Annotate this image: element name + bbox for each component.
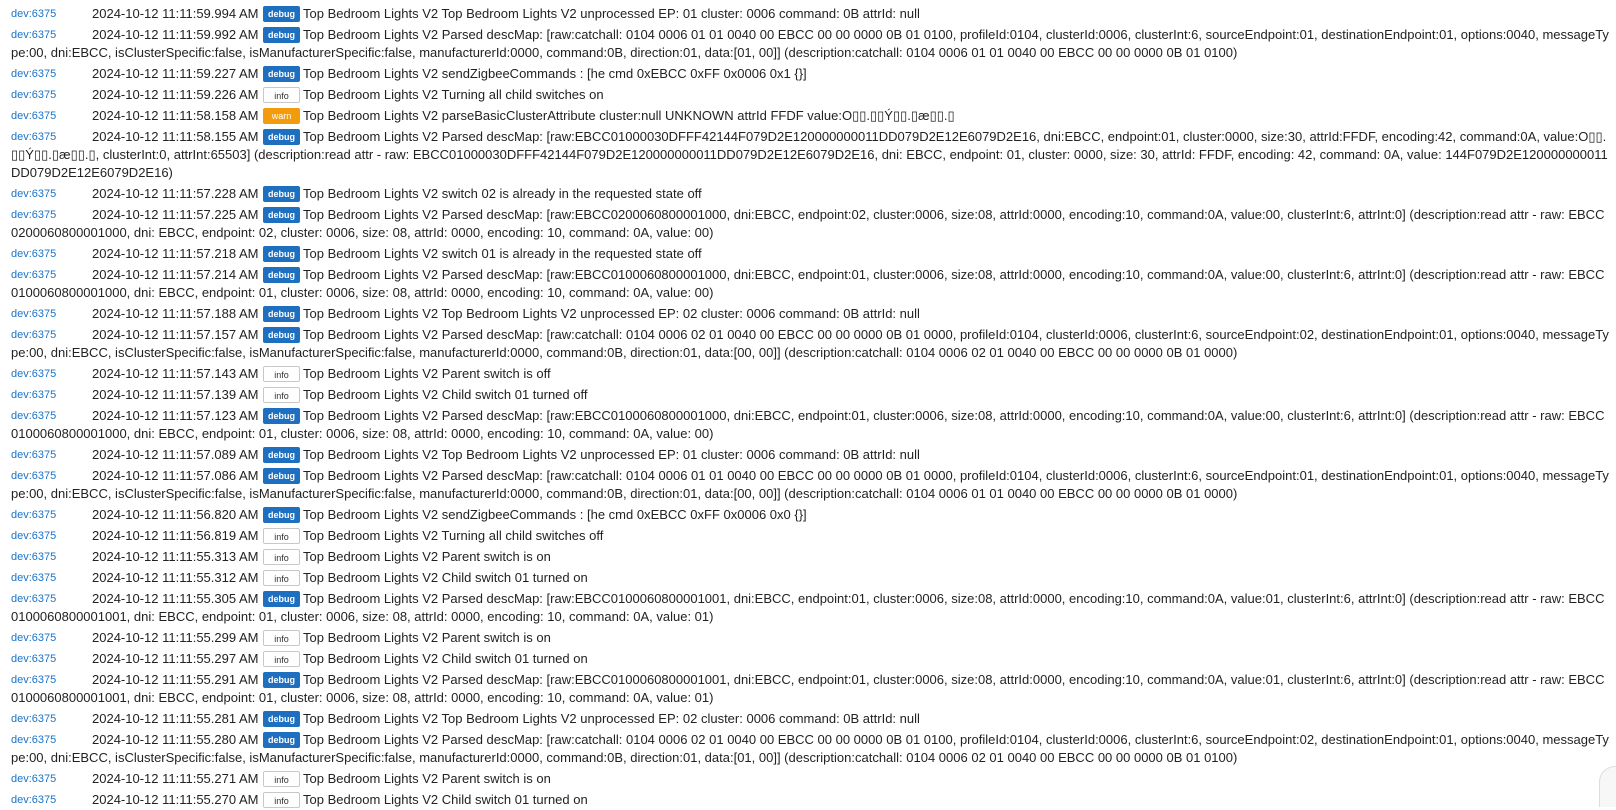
log-message: Top Bedroom Lights V2 Child switch 01 turned on [303,569,588,585]
log-timestamp: 2024-10-12 11:11:57.188 AM [92,305,259,321]
device-link[interactable]: dev:6375 [11,268,57,281]
log-level-badge: debug [263,246,300,262]
log-row [11,24,1609,63]
log-level-badge: debug [263,447,300,463]
log-timestamp: 2024-10-12 11:11:56.820 AM [92,506,259,522]
log-level-badge: debug [263,468,300,484]
log-timestamp: 2024-10-12 11:11:56.819 AM [92,527,259,543]
log-message: Top Bedroom Lights V2 Parent switch is on [303,629,551,645]
log-row [11,243,1609,264]
device-link[interactable]: dev:6375 [11,328,57,341]
scroll-corner[interactable] [1599,766,1616,807]
log-row [11,63,1609,84]
device-link[interactable]: dev:6375 [11,367,57,380]
log-timestamp: 2024-10-12 11:11:57.089 AM [92,446,259,462]
log-row [11,525,1609,546]
log-row [11,3,1609,24]
log-message: Top Bedroom Lights V2 Parent switch is on [303,770,551,786]
log-level-badge: debug [263,591,300,607]
log-timestamp: 2024-10-12 11:11:57.214 AM [92,266,259,282]
log-message: Top Bedroom Lights V2 Top Bedroom Lights V2 unprocessed EP: 01 cluster: 0006 command: 0B attrId: null [303,446,920,462]
log-message: Top Bedroom Lights V2 Child switch 01 turned on [303,650,588,666]
log-message: Top Bedroom Lights V2 Top Bedroom Lights V2 unprocessed EP: 02 cluster: 0006 command: 0B attrId: null [303,305,920,321]
log-row [11,126,1609,183]
device-link[interactable]: dev:6375 [11,109,57,122]
log-timestamp: 2024-10-12 11:11:58.155 AM [92,128,259,144]
device-link[interactable]: dev:6375 [11,712,57,725]
log-level-badge: debug [263,66,300,82]
log-row [11,384,1609,405]
log-level-badge: info [263,549,300,565]
log-message: Top Bedroom Lights V2 Top Bedroom Lights V2 unprocessed EP: 02 cluster: 0006 command: 0B attrId: null [303,710,920,726]
device-link[interactable]: dev:6375 [11,388,57,401]
log-level-badge: info [263,792,300,808]
log-timestamp: 2024-10-12 11:11:55.270 AM [92,791,259,807]
device-link[interactable]: dev:6375 [11,307,57,320]
log-timestamp: 2024-10-12 11:11:55.280 AM [92,731,259,747]
log-message: Top Bedroom Lights V2 Parsed descMap: [raw:EBCC0100060800001000, dni:EBCC, endpoint:01, cluster:0006, size:08, attrId:0000, encoding:10, command:0A, value:00, clusterInt:6, attrInt:0] (description:read attr - raw: EBCC0100060800001000, dni: EBCC, endpoint: 01, cluster: 0006, size: 08, attrId: 0000, encoding: 10, command: 0A, value: 00) [11,407,1605,441]
log-list [11,3,1609,810]
log-message: Top Bedroom Lights V2 Parsed descMap: [raw:catchall: 0104 0006 02 01 0040 00 EBCC 00 00 0000 0B 01 0000, profileId:0104, clusterId:0006, clusterInt:6, sourceEndpoint:02, destinationEndpoint:01, options:0040, messageType:00, dni:EBCC, isClusterSpecific:false, isManufacturerSpecific:false, manufacturerId:0000, command:0B, direction:01, data:[00, 00]] (description:catchall: 0104 0006 02 01 0040 00 EBCC 00 00 0000 0B 01 0000) [11,326,1609,360]
log-timestamp: 2024-10-12 11:11:55.299 AM [92,629,259,645]
log-row [11,729,1609,768]
device-link[interactable]: dev:6375 [11,508,57,521]
log-level-badge: debug [263,207,300,223]
log-message: Top Bedroom Lights V2 Parsed descMap: [raw:EBCC0200060800001000, dni:EBCC, endpoint:02, cluster:0006, size:08, attrId:0000, encoding:10, command:0A, value:00, clusterInt:6, attrInt:0] (description:read attr - raw: EBCC0200060800001000, dni: EBCC, endpoint: 02, cluster: 0006, size: 08, attrId: 0000, encoding: 10, command: 0A, value: 00) [11,206,1605,240]
log-level-badge: debug [263,711,300,727]
log-row [11,546,1609,567]
log-message: Top Bedroom Lights V2 Parsed descMap: [raw:catchall: 0104 0006 01 01 0040 00 EBCC 00 00 0000 0B 01 0000, profileId:0104, clusterId:0006, clusterInt:6, sourceEndpoint:01, destinationEndpoint:01, options:0040, messageType:00, dni:EBCC, isClusterSpecific:false, isManufacturerSpecific:false, manufacturerId:0000, command:0B, direction:01, data:[00, 00]] (description:catchall: 0104 0006 01 01 0040 00 EBCC 00 00 0000 0B 01 0000) [11,467,1609,501]
device-link[interactable]: dev:6375 [11,529,57,542]
log-level-badge: debug [263,306,300,322]
device-link[interactable]: dev:6375 [11,592,57,605]
device-link[interactable]: dev:6375 [11,733,57,746]
log-level-badge: info [263,630,300,646]
log-level-badge: info [263,528,300,544]
log-message: Top Bedroom Lights V2 Parsed descMap: [raw:EBCC0100060800001001, dni:EBCC, endpoint:01, cluster:0006, size:08, attrId:0000, encoding:10, command:0A, value:01, clusterInt:6, attrInt:0] (description:read attr - raw: EBCC0100060800001001, dni: EBCC, endpoint: 01, cluster: 0006, size: 08, attrId: 0000, encoding: 10, command: 0A, value: 01) [11,590,1605,624]
log-level-badge: debug [263,672,300,688]
log-message: Top Bedroom Lights V2 Parsed descMap: [raw:catchall: 0104 0006 02 01 0040 00 EBCC 00 00 0000 0B 01 0100, profileId:0104, clusterId:0006, clusterInt:6, sourceEndpoint:02, destinationEndpoint:01, options:0040, messageType:00, dni:EBCC, isClusterSpecific:false, isManufacturerSpecific:false, manufacturerId:0000, command:0B, direction:01, data:[01, 00]] (description:catchall: 0104 0006 02 01 0040 00 EBCC 00 00 0000 0B 01 0100) [11,731,1609,765]
log-message: Top Bedroom Lights V2 Parsed descMap: [raw:EBCC0100060800001000, dni:EBCC, endpoint:01, cluster:0006, size:08, attrId:0000, encoding:10, command:0A, value:00, clusterInt:6, attrInt:0] (description:read attr - raw: EBCC0100060800001000, dni: EBCC, endpoint: 01, cluster: 0006, size: 08, attrId: 0000, encoding: 10, command: 0A, value: 00) [11,266,1605,300]
log-row [11,204,1609,243]
log-message: Top Bedroom Lights V2 Top Bedroom Lights V2 unprocessed EP: 01 cluster: 0006 command: 0B attrId: null [303,5,920,21]
log-level-badge: warn [263,108,300,124]
log-timestamp: 2024-10-12 11:11:55.281 AM [92,710,259,726]
log-message: Top Bedroom Lights V2 switch 02 is already in the requested state off [303,185,702,201]
log-timestamp: 2024-10-12 11:11:55.313 AM [92,548,259,564]
log-level-badge: info [263,366,300,382]
log-timestamp: 2024-10-12 11:11:59.994 AM [92,5,259,21]
log-timestamp: 2024-10-12 11:11:57.218 AM [92,245,259,261]
log-level-badge: debug [263,327,300,343]
log-message: Top Bedroom Lights V2 Turning all child switches on [303,86,604,102]
device-link[interactable]: dev:6375 [11,187,57,200]
device-link[interactable]: dev:6375 [11,130,57,143]
log-message: Top Bedroom Lights V2 switch 01 is already in the requested state off [303,245,702,261]
log-level-badge: info [263,771,300,787]
device-link[interactable]: dev:6375 [11,448,57,461]
log-level-badge: debug [263,732,300,748]
log-level-badge: debug [263,27,300,43]
device-link[interactable]: dev:6375 [11,469,57,482]
log-timestamp: 2024-10-12 11:11:59.992 AM [92,26,259,42]
log-level-badge: debug [263,6,300,22]
device-link[interactable]: dev:6375 [11,673,57,686]
log-level-badge: debug [263,129,300,145]
device-link[interactable]: dev:6375 [11,28,57,41]
device-link[interactable]: dev:6375 [11,772,57,785]
log-level-badge: info [263,570,300,586]
log-level-badge: debug [263,186,300,202]
log-row [11,627,1609,648]
log-message: Top Bedroom Lights V2 parseBasicClusterAttribute cluster:null UNKNOWN attrId FFDF value:O▯▯.▯▯Ý▯▯.▯æ▯▯.▯ [303,107,955,123]
device-link[interactable]: dev:6375 [11,631,57,644]
device-link[interactable]: dev:6375 [11,550,57,563]
log-message: Top Bedroom Lights V2 Parent switch is on [303,548,551,564]
log-row [11,588,1609,627]
log-timestamp: 2024-10-12 11:11:57.139 AM [92,386,259,402]
log-timestamp: 2024-10-12 11:11:55.291 AM [92,671,259,687]
log-timestamp: 2024-10-12 11:11:55.271 AM [92,770,259,786]
log-level-badge: info [263,87,300,103]
log-row [11,669,1609,708]
log-timestamp: 2024-10-12 11:11:57.123 AM [92,407,259,423]
log-message: Top Bedroom Lights V2 sendZigbeeCommands : [he cmd 0xEBCC 0xFF 0x0006 0x0 {}] [303,506,807,522]
log-row [11,768,1609,789]
log-timestamp: 2024-10-12 11:11:57.225 AM [92,206,259,222]
log-level-badge: debug [263,507,300,523]
log-level-badge: debug [263,408,300,424]
log-message: Top Bedroom Lights V2 sendZigbeeCommands : [he cmd 0xEBCC 0xFF 0x0006 0x1 {}] [303,65,807,81]
log-level-badge: info [263,387,300,403]
log-message: Top Bedroom Lights V2 Child switch 01 turned off [303,386,588,402]
log-row [11,363,1609,384]
log-timestamp: 2024-10-12 11:11:55.305 AM [92,590,259,606]
log-timestamp: 2024-10-12 11:11:57.228 AM [92,185,259,201]
log-timestamp: 2024-10-12 11:11:55.312 AM [92,569,259,585]
log-row [11,84,1609,105]
log-row [11,405,1609,444]
log-timestamp: 2024-10-12 11:11:57.157 AM [92,326,259,342]
log-row [11,183,1609,204]
log-timestamp: 2024-10-12 11:11:59.226 AM [92,86,259,102]
log-row [11,105,1609,126]
device-link[interactable]: dev:6375 [11,67,57,80]
log-message: Top Bedroom Lights V2 Child switch 01 turned on [303,791,588,807]
log-row [11,465,1609,504]
log-message: Top Bedroom Lights V2 Turning all child switches off [303,527,604,543]
log-row [11,567,1609,588]
device-link[interactable]: dev:6375 [11,652,57,665]
log-timestamp: 2024-10-12 11:11:58.158 AM [92,107,259,123]
log-row [11,648,1609,669]
device-link[interactable]: dev:6375 [11,409,57,422]
device-link[interactable]: dev:6375 [11,793,57,806]
log-timestamp: 2024-10-12 11:11:55.297 AM [92,650,259,666]
log-level-badge: info [263,651,300,667]
log-row [11,324,1609,363]
log-row [11,303,1609,324]
log-timestamp: 2024-10-12 11:11:57.086 AM [92,467,259,483]
log-timestamp: 2024-10-12 11:11:57.143 AM [92,365,259,381]
log-row [11,504,1609,525]
device-link[interactable]: dev:6375 [11,247,57,260]
log-message: Top Bedroom Lights V2 Parsed descMap: [raw:EBCC0100060800001001, dni:EBCC, endpoint:01, cluster:0006, size:08, attrId:0000, encoding:10, command:0A, value:01, clusterInt:6, attrInt:0] (description:read attr - raw: EBCC0100060800001001, dni: EBCC, endpoint: 01, cluster: 0006, size: 08, attrId: 0000, encoding: 10, command: 0A, value: 01) [11,671,1605,705]
device-link[interactable]: dev:6375 [11,571,57,584]
log-row [11,264,1609,303]
log-message: Top Bedroom Lights V2 Parsed descMap: [raw:catchall: 0104 0006 01 01 0040 00 EBCC 00 00 0000 0B 01 0100, profileId:0104, clusterId:0006, clusterInt:6, sourceEndpoint:01, destinationEndpoint:01, options:0040, messageType:00, dni:EBCC, isClusterSpecific:false, isManufacturerSpecific:false, manufacturerId:0000, command:0B, direction:01, data:[01, 00]] (description:catchall: 0104 0006 01 01 0040 00 EBCC 00 00 0000 0B 01 0100) [11,26,1609,60]
device-link[interactable]: dev:6375 [11,88,57,101]
log-row [11,708,1609,729]
log-message: Top Bedroom Lights V2 Parsed descMap: [raw:EBCC01000030DFFF42144F079D2E120000000011DD079D2E12E6079D2E16, dni:EBCC, endpoint:01, cluster:0000, size:30, attrId:FFDF, encoding:42, command:0A, value:O▯▯.▯▯Ý▯▯.▯æ▯▯.▯, clusterInt:0, attrInt:65503] (description:read attr - raw: EBCC01000030DFFF42144F079D2E120000000011DD079D2E12E6079D2E16, dni: EBCC, endpoint: 01, cluster: 0000, size: 30, attrId: FFDF, encoding: 42, command: 0A, value: 144F079D2E120000000011DD079D2E12E6079D2E16) [11,128,1608,180]
log-level-badge: debug [263,267,300,283]
device-link[interactable]: dev:6375 [11,208,57,221]
log-row [11,444,1609,465]
log-message: Top Bedroom Lights V2 Parent switch is off [303,365,551,381]
device-link[interactable]: dev:6375 [11,7,57,20]
log-timestamp: 2024-10-12 11:11:59.227 AM [92,65,259,81]
